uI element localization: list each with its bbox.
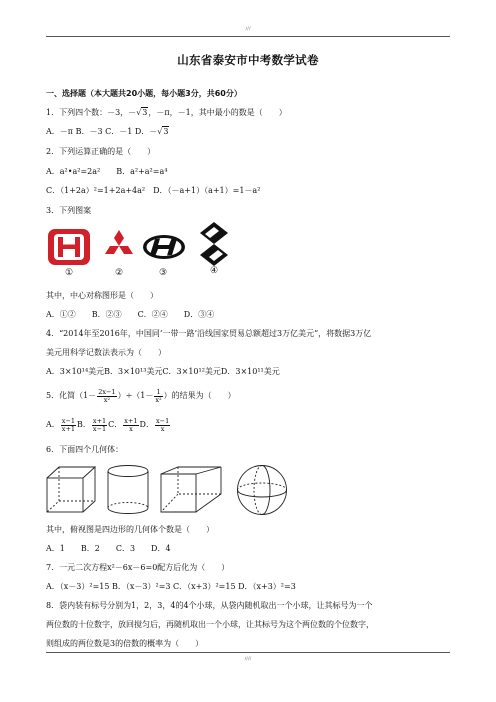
q5-option-d-numerator: x−1 (155, 416, 170, 425)
q1-stem-a: 1．下列四个数：－3，－ (46, 108, 137, 117)
q5-option-c-label: C． (108, 420, 123, 429)
footer-rule (46, 652, 450, 653)
q5-option-d-label: D． (139, 420, 154, 429)
q5-stem (46, 388, 456, 404)
sphere-icon (236, 464, 288, 516)
q5-option-b-numerator: x+1 (92, 416, 107, 425)
sqrt-sign: √ (136, 108, 142, 117)
hyundai-logo-icon (142, 234, 186, 260)
q1-stem (46, 107, 456, 118)
q2-stem: 2．下列运算正确的是（ ） (46, 147, 156, 156)
figure-label-2: ② (114, 268, 124, 278)
q4-options: A．3×10¹⁴美元B．3×10¹³美元C．3×10¹²美元D．3×10¹¹美元 (46, 367, 280, 376)
q1-options-text: A．－π B．－3 C．－1 D．－ (46, 127, 158, 136)
footer-mark: //// (244, 656, 252, 662)
figure-label-1: ① (64, 268, 74, 278)
q5-option-b-denominator: x−1 (92, 424, 107, 433)
q7-stem: 7．一元二次方程x²－6x－6=0配方后化为（ ） (46, 563, 230, 572)
q5-fraction-1-numerator: 2x−1 (98, 387, 116, 396)
q8-line-2: 两位数的十位数字，放回搅匀后，再随机取出一个小球，让其标号为这个两位数的个位数字， (46, 620, 374, 629)
honda-logo-icon (48, 229, 90, 265)
q5-option-d-denominator: x (160, 424, 165, 433)
q3-question: 其中，中心对称图形是（ ） (46, 291, 158, 300)
q6-stem: 6．下面四个几何体： (46, 445, 124, 454)
header-mark: /// (245, 26, 251, 32)
q4-line-2: 美元用科学记数法表示为（ ） (46, 348, 166, 357)
q1-sqrt-value: 3 (142, 108, 148, 117)
q5-option-c-fraction (123, 418, 138, 433)
q5-fraction-1-denominator: x² (103, 395, 111, 404)
q2-options-ab: A．a²•a²=2a² B．a²+a²=a⁴ (46, 167, 168, 176)
figure-label-3: ③ (158, 268, 168, 278)
q3-options: A．①② B．②③ C．②④ D．③④ (46, 310, 215, 319)
section-heading-choice: 一、选择题（本大题共20小题，每小题3分，共60分） (46, 89, 242, 98)
s-logo-icon (197, 222, 231, 266)
q1-options (46, 126, 456, 137)
q3-stem: 3．下列图案 (46, 206, 92, 215)
triangular-prism-icon (160, 466, 222, 514)
q5-stem-b: ）÷（1－ (117, 391, 154, 400)
cylinder-icon (106, 464, 150, 516)
q1-option-d-sqrt: 3 (163, 127, 169, 136)
q5-option-d-fraction (155, 418, 170, 433)
q5-fraction-2-numerator: 1 (154, 389, 162, 397)
q7-options: A．（x－3）²=15 B．（x－3）²=3 C．（x+3）²=15 D．（x+3）²=3 (46, 582, 296, 591)
q8-line-1: 8．袋内装有标号分别为1，2，3，4的4个小球，从袋内随机取出一个小球，让其标号为一个 (46, 601, 373, 610)
sqrt-sign: √ (157, 127, 163, 136)
cube-icon (46, 466, 96, 514)
q5-option-a-label: A． (46, 420, 60, 429)
q5-options (46, 417, 456, 433)
q2-options-cd: C．（1+2a）²=1+2a+4a² D．（－a+1）（a+1）=1－a² (46, 186, 261, 195)
q5-fraction-2 (154, 389, 162, 404)
q5-stem-c: ）的结果为（ ） (163, 391, 236, 400)
q5-option-c-denominator: x (129, 424, 133, 433)
q4-line-1: 4．“2014年至2016年，中国同‘一带一路’沿线国家贸易总额超过3万亿美元”，将数据3万亿 (46, 329, 372, 338)
q5-option-a-fraction (61, 418, 76, 433)
q5-fraction-2-denominator: x² (155, 395, 162, 404)
header-rule (46, 36, 450, 37)
q5-option-b-fraction (92, 418, 107, 433)
q1-stem-b: ，－π，－1，其中最小的数是（ ） (148, 108, 287, 117)
q6-options: A．1 B．2 C．3 D．4 (46, 544, 171, 553)
q5-option-b-label: B． (77, 420, 91, 429)
q5-stem-a: 5．化简（1－ (46, 391, 97, 400)
q5-option-a-numerator: x−1 (61, 416, 76, 425)
q6-question: 其中，俯视图是四边形的几何体个数是（ ） (46, 525, 214, 534)
mitsubishi-logo-icon (101, 229, 137, 263)
q5-fraction-1 (97, 389, 116, 404)
q5-option-c-numerator: x+1 (124, 416, 138, 425)
page-title: 山东省泰安市中考数学试卷 (177, 53, 319, 67)
q5-option-a-denominator: x+1 (61, 424, 76, 433)
q8-line-3: 则组成的两位数是3的倍数的概率为（ ） (46, 639, 204, 648)
figure-label-4: ④ (209, 266, 219, 276)
